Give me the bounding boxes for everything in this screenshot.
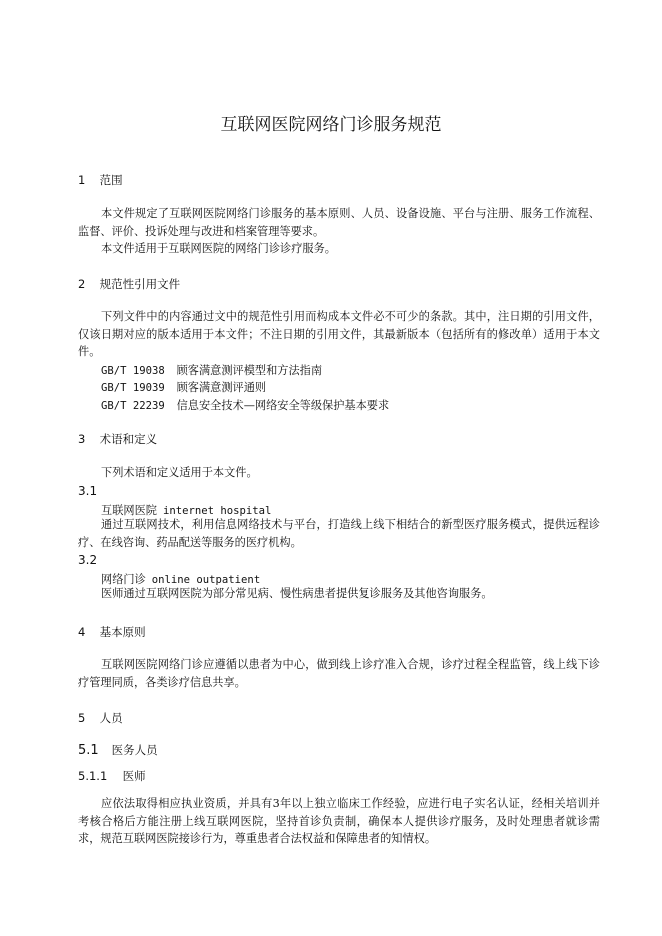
term-3-2-definition: 医师通过互联网医院为部分常见病、慢性病患者提供复诊服务及其他咨询服务。: [101, 587, 493, 600]
section-title: 范围: [99, 173, 123, 187]
section-title: 医师: [122, 769, 146, 783]
section-2-heading: [78, 276, 180, 292]
reference-item: [101, 397, 389, 413]
section-1-heading: [78, 172, 123, 188]
term-3-2-number: 3.2: [78, 553, 98, 567]
term-zh: 互联网医院: [101, 504, 157, 517]
section-5-1-heading: [78, 742, 158, 758]
reference-code: GB/T 19039: [101, 382, 165, 394]
reference-code: GB/T 22239: [101, 400, 165, 412]
section-4-paragraph-1: 互联网医院网络门诊应遵循以患者为中心，做到线上诊疗准入合规，诊疗过程全程监管，线上线下诊疗管理同质，各类诊疗信息共享。: [78, 658, 600, 689]
term-zh: 网络门诊: [101, 573, 146, 586]
section-3-heading: [78, 431, 157, 447]
section-3-paragraph-1: 下列术语和定义适用于本文件。: [101, 466, 258, 479]
section-number: 4: [78, 625, 86, 639]
reference-title: 顾客满意测评模型和方法指南: [176, 364, 323, 377]
section-title: 术语和定义: [99, 432, 158, 446]
term-en: internet hospital: [162, 505, 272, 517]
reference-title: 信息安全技术—网络安全等级保护基本要求: [176, 399, 390, 412]
section-number: 3: [78, 432, 86, 446]
reference-code: GB/T 19038: [101, 365, 165, 377]
section-5-heading: [78, 710, 123, 726]
section-number: 5: [78, 711, 86, 725]
term-3-1-definition: 通过互联网技术，利用信息网络技术与平台，打造线上线下相结合的新型医疗服务模式，提供远程诊疗、在线咨询、药品配送等服务的医疗机构。: [78, 518, 600, 549]
section-title: 医务人员: [111, 743, 158, 757]
section-number: 5.1: [78, 743, 99, 758]
section-5-1-1-heading: [78, 768, 146, 784]
reference-item: [101, 362, 322, 378]
term-3-1-number: 3.1: [78, 484, 98, 498]
section-number: 5.1.1: [78, 769, 108, 783]
section-2-paragraph-1: 下列文件中的内容通过文中的规范性引用而构成本文件必不可少的条款。其中，注日期的引用文件，仅该日期对应的版本适用于本文件；不注日期的引用文件，其最新版本（包括所有的修改单）适用于本文件。: [78, 310, 600, 359]
document-title: 互联网医院网络门诊服务规范: [220, 115, 442, 135]
term-en: online outpatient: [151, 574, 261, 586]
section-1-paragraph-1: 本文件规定了互联网医院网络门诊服务的基本原则、人员、设备设施、平台与注册、服务工作流程、监督、评价、投诉处理与改进和档案管理等要求。: [78, 207, 600, 238]
reference-title: 顾客满意测评通则: [176, 381, 267, 394]
reference-item: [101, 379, 266, 395]
section-title: 人员: [99, 711, 123, 725]
section-title: 规范性引用文件: [99, 277, 181, 291]
section-5-1-1-paragraph-1: 应依法取得相应执业资质，并具有3年以上独立临床工作经验，应进行电子实名认证，经相关培训并考核合格后方能注册上线互联网医院，坚持首诊负责制，确保本人提供诊疗服务，及时处理患者就诊需求，规范互联网医院接诊行为，尊重患者合法权益和保障患者的知情权。: [78, 797, 600, 846]
section-number: 2: [78, 277, 86, 291]
section-number: 1: [78, 173, 86, 187]
section-4-heading: [78, 624, 146, 640]
section-1-paragraph-2: 本文件适用于互联网医院的网络门诊诊疗服务。: [101, 242, 336, 255]
section-title: 基本原则: [99, 625, 146, 639]
